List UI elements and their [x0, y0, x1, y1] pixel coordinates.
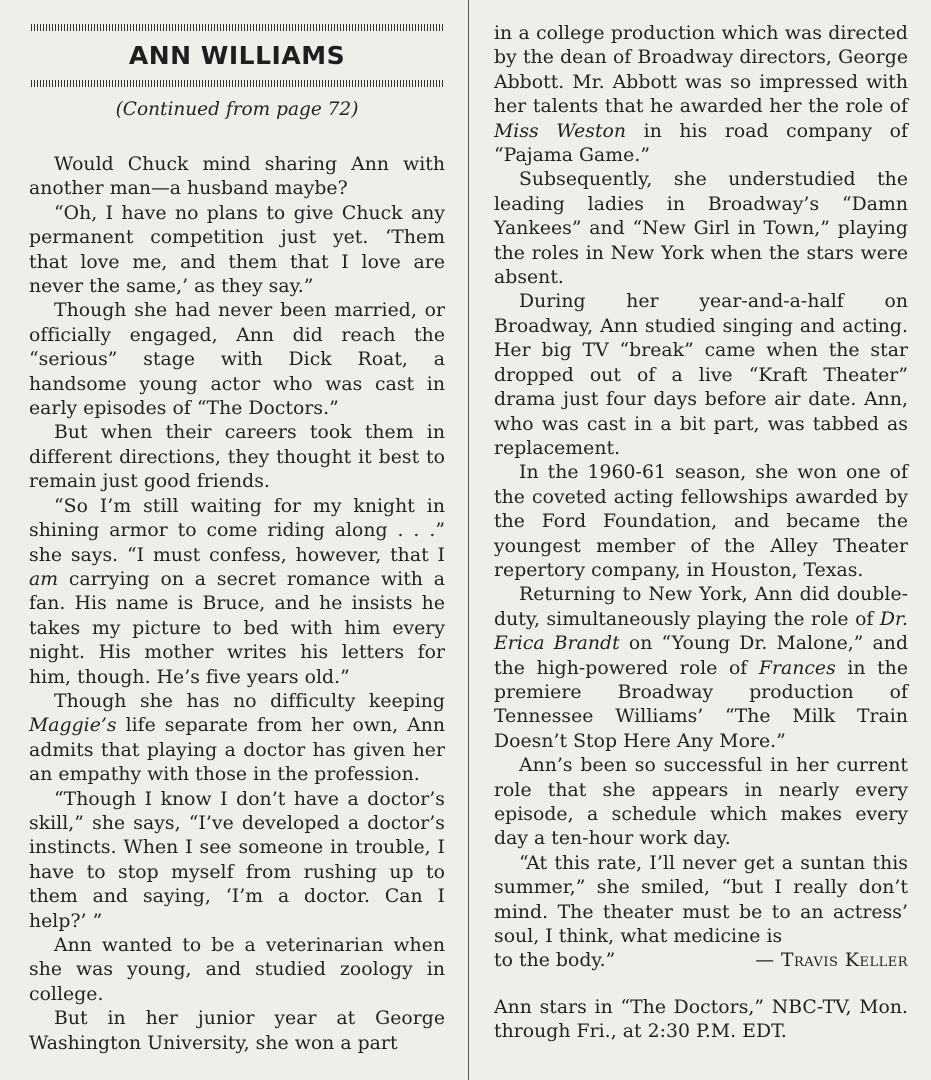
continued-note: (Continued from page 72)	[115, 99, 359, 120]
paragraph: in a college production which was directed by the dean of Broadway directors, George Abbott. Mr. Abbott was so impressed with her talents that he awarded her the role of Miss Weston in his road company of “Pajama Game.”	[494, 23, 908, 167]
paragraph: But when their careers took them in different directions, they thought it best to remain just good friends.	[29, 422, 445, 493]
paragraph: Though she had never been married, or officially engaged, Ann did reach the “serious” stage with Dick Roat, a handsome young actor who was cast in early episodes of “The Doctors.”	[29, 300, 445, 420]
left-column	[29, 0, 445, 1056]
paragraph: Would Chuck mind sharing Ann with another man—a husband maybe?	[29, 154, 445, 200]
paragraph: “At this rate, I’ll never get a suntan this summer,” she smiled, “but I really don’t mind. The theater must be to an actress’ soul, I think, what medicine is	[494, 852, 908, 948]
paragraph: Ann’s been so successful in her current role that she appears in nearly every episode, a schedule which makes every day a ten-hour work day.	[494, 755, 908, 850]
paragraph: Subsequently, she understudied the leading ladies in Broadway’s “Damn Yankees” and “New Girl in Town,” playing the roles in New York when the stars were absent.	[494, 169, 908, 289]
emphasis: Maggie’s	[29, 715, 117, 737]
paragraph: But in her junior year at George Washington University, she won a part	[29, 1008, 445, 1054]
paragraph: “So I’m still waiting for my knight in shining armor to come riding along . . .” she says. “I must confess, however, that I am carrying on a secret romance with a fan. His name is Bruce, and he insists he takes my picture to bed with him every night. His mother writes his letters for him, though. He’s five years old.”	[29, 495, 445, 688]
paragraph: During her year-and-a-half on Broadway, Ann studied singing and acting. Her big TV “break” came when the star dropped out of a live “Kraft Theater” drama just four days before air date. Ann, who was cast in a bit part, was tabbed as replacement.	[494, 291, 908, 459]
decorative-rule-top	[31, 24, 443, 31]
show-credit: Ann stars in “The Doctors,” NBC-TV, Mon. through Fri., at 2:30 P.M. EDT.	[494, 996, 908, 1043]
paragraph: “Though I know I don’t have a doctor’s skill,” she says, “I’ve developed a doctor’s instincts. When I see someone in trouble, I have to stop myself from rushing up to them and saying, ‘I’m a doctor. Can I help?’ ”	[29, 788, 445, 932]
paragraph: Returning to New York, Ann did double-duty, simultaneously playing the role of Dr. Erica Brandt on “Young Dr. Malone,” and the high-powered role of Frances in the premiere Broadway production of Tennessee Williams’ “The Milk Train Doesn’t Stop Here Any More.”	[494, 584, 909, 752]
paragraph: “Oh, I have no plans to give Chuck any permanent competition just yet. ‘Them that love me, and them that I love are never the same,’ as they say.”	[29, 202, 445, 298]
emphasis: Frances	[758, 657, 836, 679]
paragraph: Though she has no difficulty keeping Maggie’s life separate from her own, Ann admits that playing a doctor has given her an empathy with those in the profession.	[29, 690, 445, 786]
paragraph: Ann wanted to be a veterinarian when she was young, and studied zoology in college.	[29, 935, 445, 1005]
closing-text: to the body.”	[494, 950, 616, 972]
emphasis: Dr. Erica Brandt	[494, 608, 908, 655]
decorative-rule-bottom	[31, 80, 443, 87]
emphasis: Miss Weston	[494, 120, 627, 142]
headline: ANN WILLIAMS	[128, 41, 346, 70]
column-divider	[468, 0, 469, 1080]
emphasis: am	[29, 568, 59, 590]
right-column	[494, 0, 908, 1045]
closing-line	[494, 949, 908, 973]
byline: — Travis Keller	[755, 950, 908, 972]
paragraph: In the 1960-61 season, she won one of the coveted acting fellowships awarded by the Ford Foundation, and became the youngest member of the Alley Theater repertory company, in Houston, Texas.	[494, 462, 908, 581]
